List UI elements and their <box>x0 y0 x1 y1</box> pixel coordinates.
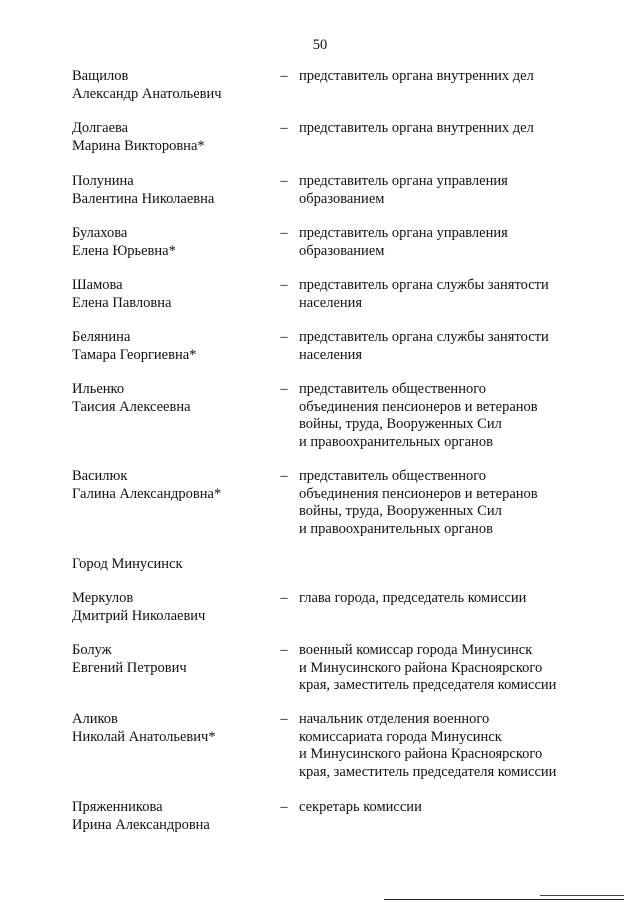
member-name: Василюк Галина Александровна* <box>72 468 222 502</box>
member-role: представитель органа внутренних дел <box>299 68 534 84</box>
member-name: Белянина Тамара Георгиевна* <box>72 329 197 363</box>
member-role: начальник отделения военного комиссариата города Минусинск и Минусинского района Красноярского края, заместитель председателя комиссии <box>299 711 557 780</box>
member-name: Пряженникова Ирина Александровна <box>72 799 210 833</box>
member-name: Болуж Евгений Петрович <box>72 642 187 676</box>
dash: – <box>280 120 288 136</box>
dash: – <box>280 173 288 189</box>
member-role: представитель органа управления образованием <box>299 225 508 259</box>
member-role: представитель органа внутренних дел <box>299 120 534 136</box>
dash: – <box>280 381 288 397</box>
member-name: Аликов Николай Анатольевич* <box>72 711 216 745</box>
section-title: Город Минусинск <box>72 556 183 572</box>
dash: – <box>280 590 288 606</box>
dash: – <box>280 329 288 345</box>
member-role: представитель общественного объединения пенсионеров и ветеранов войны, труда, Вооруженных Сил и правоохранительных органов <box>299 468 538 537</box>
dash: – <box>280 468 288 484</box>
member-role: представитель органа службы занятости населения <box>299 329 549 363</box>
dash: – <box>280 711 288 727</box>
member-name: Шамова Елена Павловна <box>72 277 172 311</box>
member-role: военный комиссар города Минусинск и Минусинского района Красноярского края, заместитель председателя комиссии <box>299 642 557 693</box>
dash: – <box>280 277 288 293</box>
dash: – <box>280 799 288 815</box>
dash: – <box>280 68 288 84</box>
member-role: глава города, председатель комиссии <box>299 590 527 606</box>
footer-rule <box>540 895 624 896</box>
member-role: представитель органа управления образованием <box>299 173 508 207</box>
member-role: представитель органа службы занятости населения <box>299 277 549 311</box>
member-name: Меркулов Дмитрий Николаевич <box>72 590 206 624</box>
member-name: Ващилов Александр Анатольевич <box>72 68 222 102</box>
member-name: Ильенко Таисия Алексеевна <box>72 381 191 415</box>
member-name: Булахова Елена Юрьевна* <box>72 225 176 259</box>
member-role: представитель общественного объединения пенсионеров и ветеранов войны, труда, Вооруженных Сил и правоохранительных органов <box>299 381 538 450</box>
dash: – <box>280 642 288 658</box>
member-name: Полунина Валентина Николаевна <box>72 173 215 207</box>
page-number: 50 <box>312 37 328 53</box>
dash: – <box>280 225 288 241</box>
member-role: секретарь комиссии <box>299 799 422 815</box>
footer-rule <box>384 899 624 900</box>
member-name: Долгаева Марина Викторовна* <box>72 120 205 154</box>
